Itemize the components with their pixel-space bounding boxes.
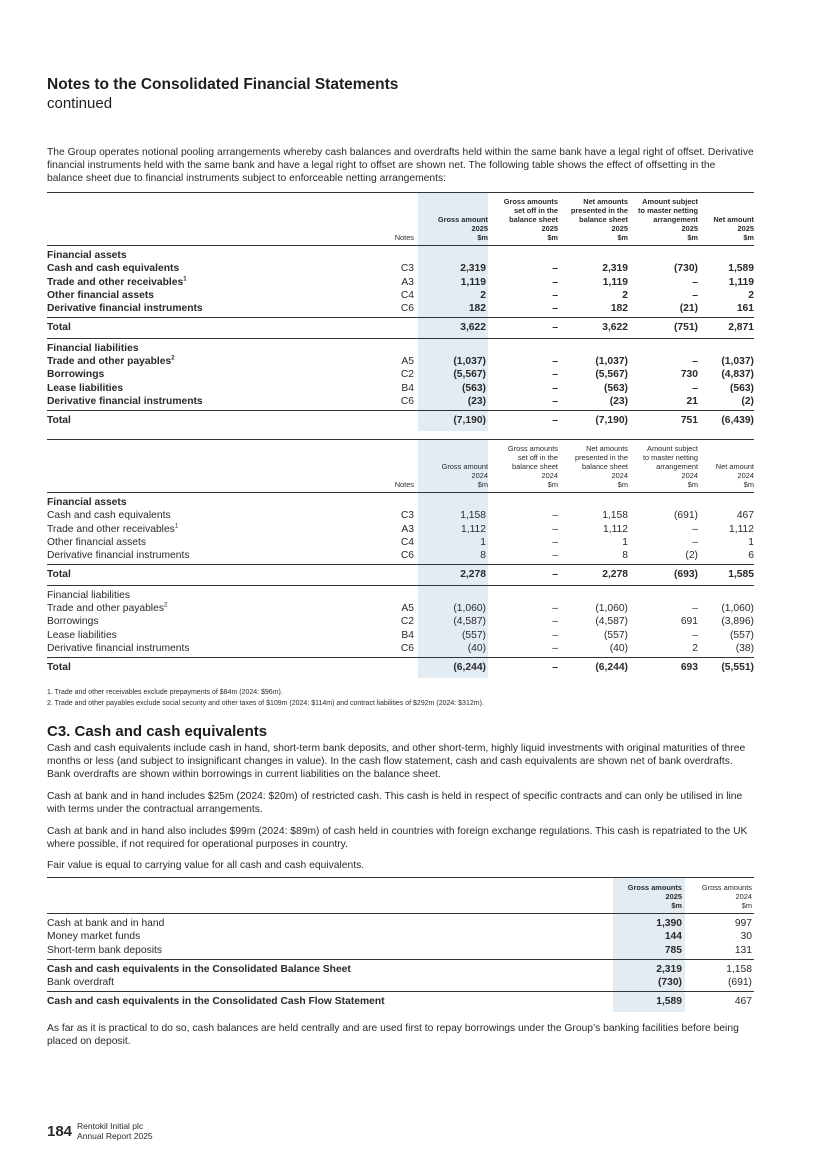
table-row: Trade and other payables$^2$ A5 (1,037) – (1,037) – (1,037) [47,355,754,368]
table-row: Other financial assets C4 2 – 2 – 2 [47,289,754,301]
intro-paragraph: The Group operates notional pooling arrangements whereby cash balances and overdrafts held within the same bank have a legal right of offset. Derivative financial instruments held with the same bank and have a legal right to offset are shown net. The following table shows the effect of offsetting in the balance sheet due to financial instruments subject to enforceable netting arrangements: [47,147,754,184]
section-label-row: Financial liabilities [47,338,754,355]
header-presented: Net amounts presented in the balance sheet 2025 $m [570,197,628,242]
cash-table [47,877,754,1012]
header-presented: Net amounts presented in the balance sheet 2024 $m [574,444,628,489]
c3-paragraph-3: Cash at bank and in hand also includes $99m (2024: $89m) of cash held in countries with foreign exchange regulations. This cash is repatriated to the UK where possible, if not required for operational purposes in country. [47,826,748,850]
table-row: Bank overdraft (730) (691) [47,976,754,992]
header-notes: Notes [394,480,414,489]
c3-paragraph-1: Cash and cash equivalents include cash in hand, short-term bank deposits, and other short-term, highly liquid investments with original maturities of three months or less (and subject to insignificant changes in value). In the cash flow statement, cash and cash equivalents are shown net of bank overdrafts. Bank overdrafts are shown within borrowings in current liabilities on the balance sheet. [47,743,746,780]
header-notes: Notes [394,233,414,242]
table-row-subtotal: Cash and cash equivalents in the Consolidated Balance Sheet 2,319 1,158 [47,959,754,976]
header-master: Amount subject to master netting arrangement 2024 $m [642,444,698,489]
table-row: Derivative financial instruments C6 (40) – (40) 2 (38) [47,642,754,658]
table-row: Lease liabilities B4 (563) – (563) – (563) [47,382,754,394]
table-row: Derivative financial instruments C6 (23) – (23) 21 (2) [47,395,754,411]
table-row-total: Cash and cash equivalents in the Consolidated Cash Flow Statement 1,589 467 [47,992,754,1012]
page-title: Notes to the Consolidated Financial Statements [47,76,399,93]
offset-table-2024 [47,439,754,678]
table-row: Other financial assets C4 1 – 1 – 1 [47,536,754,548]
table-row: Cash and cash equivalents C3 1,158 – 1,158 (691) 467 [47,510,754,522]
table-row-total: Total (7,190) – (7,190) 751 (6,439) [47,411,754,431]
table-row: Borrowings C2 (4,587) – (4,587) 691 (3,896) [47,616,754,628]
table-row: Lease liabilities B4 (557) – (557) – (557) [47,629,754,641]
c3-paragraph-2: Cash at bank and in hand includes $25m (2024: $20m) of restricted cash. This cash is held in respect of specific contracts and can only be utilised in line with terms under the contractual arrangements. [47,791,743,815]
cash-header-2024: Gross amounts 2024 $m [701,883,752,910]
page-footer [47,1121,153,1141]
header-setoff: Gross amounts set off in the balance sheet 2024 $m [507,444,558,489]
section-title-c3: C3. Cash and cash equivalents [47,723,268,740]
table-row: Derivative financial instruments C6 182 – 182 (21) 161 [47,302,754,318]
cash-header-2025: Gross amounts 2025 $m [613,878,685,914]
table-row-total: Total (6,244) – (6,244) 693 (5,551) [47,658,754,678]
header-net: Net amount 2024 $m [715,462,754,489]
table-row: Trade and other receivables$^1$ A3 1,112 – 1,112 – 1,112 [47,523,754,535]
table-row: Borrowings C2 (5,567) – (5,567) 730 (4,837) [47,369,754,381]
header-setoff: Gross amounts set off in the balance sheet 2025 $m [503,197,558,242]
table-row: Derivative financial instruments C6 8 – 8 (2) 6 [47,549,754,565]
header-gross: Gross amount 2025 $m [418,193,488,246]
table-row: Cash and cash equivalents C3 2,319 – 2,319 (730) 1,589 [47,263,754,275]
header-gross: Gross amount 2024 $m [418,440,488,493]
footnotes [47,688,484,709]
footnote-1: 1. Trade and other receivables exclude prepayments of $84m (2024: $96m). [47,689,283,696]
page-number: 184 [47,1122,73,1140]
table-row: Short-term bank deposits 785 131 [47,944,754,960]
section-label-row: Financial assets [47,493,754,510]
offset-table-2025 [47,192,754,431]
c3-paragraph-4: Fair value is equal to carrying value for all cash and cash equivalents. [47,860,365,871]
header-master: Amount subject to master netting arrangement 2025 $m [638,197,698,242]
table-row: Trade and other receivables$^1$ A3 1,119 – 1,119 – 1,119 [47,276,754,288]
table-row-total: Total 2,278 – 2,278 (693) 1,585 [47,565,754,585]
table-row: Money market funds 144 30 [47,931,752,943]
section-label-row: Financial liabilities [47,585,754,602]
table-row-total: Total 3,622 – 3,622 (751) 2,871 [47,318,754,338]
footnote-2: 2. Trade and other payables exclude social security and other taxes of $109m (2024: $114m) and contract liabilities of $292m (2024: $312m). [47,699,484,707]
c3-closing-paragraph: As far as it is practical to do so, cash balances are held centrally and are used first to repay borrowings under the Group’s banking facilities before being placed on deposit. [47,1023,739,1047]
table-row: Cash at bank and in hand 1,390 997 [47,914,754,931]
table-row: Trade and other payables$^2$ A5 (1,060) – (1,060) – (1,060) [47,602,754,615]
footer-text: Rentokil Initial plc Annual Report 2025 [77,1121,153,1141]
page-subtitle: continued [47,95,113,112]
section-label-row: Financial assets [47,246,754,263]
header-net: Net amount 2025 $m [713,215,754,242]
